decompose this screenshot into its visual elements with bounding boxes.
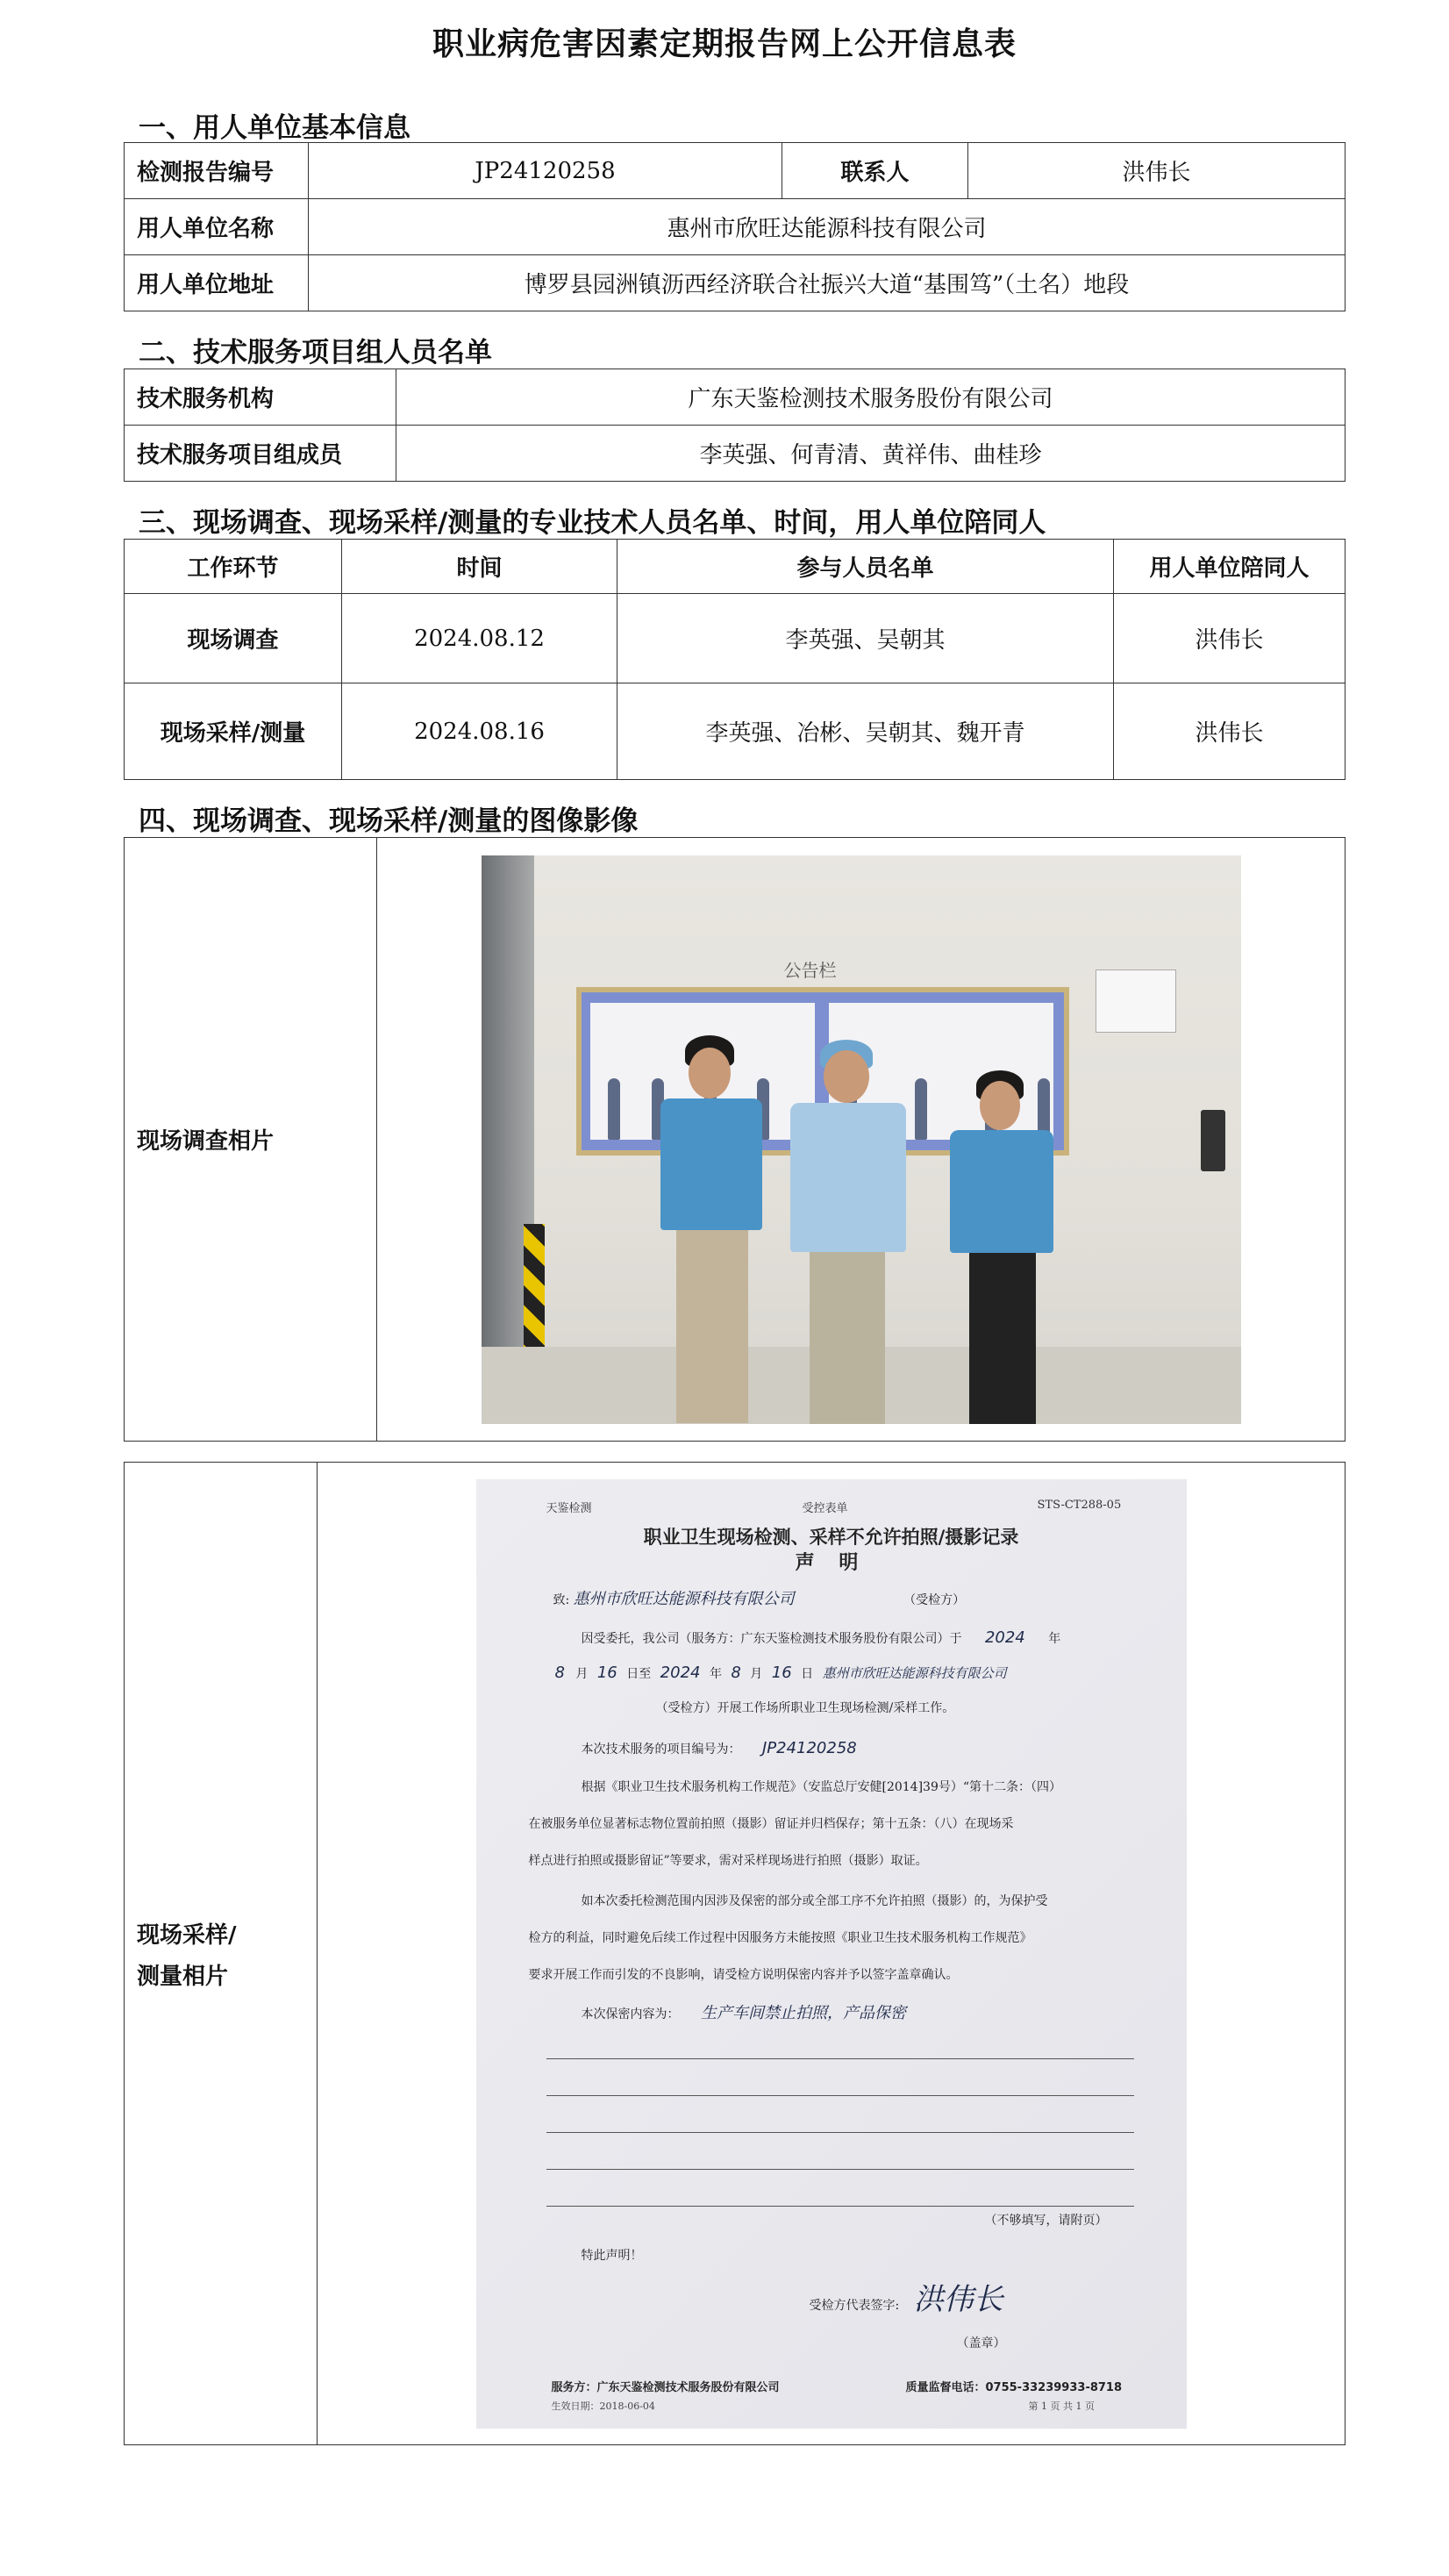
survey-photo [482,855,1241,1424]
contact-value: 洪伟长 [968,143,1346,199]
para-7: 样点进行拍照或摄影留证”等要求，需对采样现场进行拍照（摄影）取证。 [528,1853,928,1868]
sampling-photo-cell [318,1463,1346,2445]
year-2: 2024 [660,1663,701,1682]
doc-header-right: STS-CT288-05 [1037,1498,1122,1512]
statement-photo [476,1479,1187,2429]
survey-photo-label: 现场调查相片 [125,838,377,1442]
sampling-photo-label-line2: 测量相片 [137,1963,229,1990]
day-2: 16 [771,1663,792,1682]
members-label: 技术服务项目组成员 [125,426,396,482]
survey-photo-cell [377,838,1346,1442]
to-suffix: （受检方） [903,1592,966,1607]
month-2: 8 [731,1663,741,1682]
section1-heading: 一、用人单位基本信息 [139,112,410,144]
escort-cell: 洪伟长 [1114,683,1346,780]
statement-subtitle: 声 明 [795,1551,867,1574]
month-1: 8 [554,1663,565,1682]
stage-cell: 现场调查 [125,594,342,683]
company-handwriting: 惠州市欣旺达能源科技有限公司 [822,1664,1007,1681]
doc-header-left: 天鉴检测 [546,1501,592,1515]
seal: （盖章） [956,2336,1006,2351]
section3-heading: 三、现场调查、现场采样/测量的专业技术人员名单、时间，用人单位陪同人 [139,507,1046,539]
header-time: 时间 [342,540,617,594]
participants-cell: 李英强、冶彬、吴朝其、魏开青 [617,683,1114,780]
address-value: 博罗县园洲镇沥西经济联合社振兴大道“基围笃”（土名）地段 [309,255,1346,311]
para-4: 本次技术服务的项目编号为： [581,1742,741,1757]
para-6: 在被服务单位显著标志物位置前拍照（摄影）留证并归档保存；第十五条：（八）在现场采 [528,1816,1014,1831]
footer-date: 生效日期：2018-06-04 [551,2400,655,2412]
table-row [125,594,1346,683]
signature: 洪伟长 [913,2281,1003,2317]
para-5: 根据《职业卫生技术服务机构工作规范》（安监总厅安健[2014]39号）“第十二条：（四） [581,1779,1062,1794]
month-unit-1: 月 [575,1666,589,1681]
survey-photo-table [124,837,1346,1442]
to-word: 日至 [626,1666,652,1681]
para-8: 如本次委托检测范围内因涉及保密的部分或全部工序不允许拍照（摄影）的，为保护受 [581,1893,1048,1908]
notice-board-sign: 公告栏 [783,959,837,981]
tech-service-table [124,369,1346,482]
header-escort: 用人单位陪同人 [1114,540,1346,594]
table-row [125,683,1346,780]
report-no-value: JP24120258 [309,143,782,199]
sampling-photo-label [125,1463,318,2445]
participants-cell: 李英强、吴朝其 [617,594,1114,683]
sampling-photo-table [124,1462,1346,2445]
project-no-handwriting: JP24120258 [761,1738,857,1757]
year-1: 2024 [984,1628,1025,1647]
header-participants: 参与人员名单 [617,540,1114,594]
address-label: 用人单位地址 [125,255,309,311]
members-value: 李英强、何青清、黄祥伟、曲桂珍 [396,426,1346,482]
org-value: 广东天鉴检测技术服务股份有限公司 [396,369,1346,426]
contact-label: 联系人 [782,143,968,199]
to-prefix: 致: [553,1592,570,1607]
statement-title: 职业卫生现场检测、采样不允许拍照/摄影记录 [643,1526,1019,1548]
doc-header-mid: 受控表单 [802,1501,848,1515]
section2-heading: 二、技术服务项目组人员名单 [139,337,492,369]
para-1: 因受委托，我公司（服务方：广东天鉴检测技术服务股份有限公司）于 [581,1631,962,1646]
header-stage: 工作环节 [125,540,342,594]
para-10: 要求开展工作而引发的不良影响，请受检方说明保密内容并予以签字盖章确认。 [528,1967,959,1982]
note: （不够填写，请附页） [984,2213,1108,2228]
year-unit-2: 年 [709,1666,722,1681]
company-label: 用人单位名称 [125,199,309,255]
closing: 特此声明！ [581,2248,643,2263]
day-unit: 日 [801,1666,814,1681]
footer-left: 服务方：广东天鉴检测技术服务股份有限公司 [551,2380,780,2394]
para-11: 本次保密内容为： [581,2007,680,2021]
page-title: 职业病危害因素定期报告网上公开信息表 [432,26,1017,62]
para-9: 检方的利益，同时避免后续工作过程中因服务方未能按照《职业卫生技术服务机构工作规范》 [528,1930,1032,1945]
year-unit: 年 [1048,1631,1061,1646]
escort-cell: 洪伟长 [1114,594,1346,683]
report-no-label: 检测报告编号 [125,143,309,199]
personnel-table [124,539,1346,780]
footer-page: 第 1 页 共 1 页 [1028,2400,1095,2412]
basic-info-table [124,142,1346,311]
footer-right: 质量监督电话：0755-33239933-8718 [905,2380,1123,2394]
day-1: 16 [596,1663,617,1682]
stage-cell: 现场采样/测量 [125,683,342,780]
time-cell: 2024.08.12 [342,594,617,683]
month-unit-2: 月 [750,1666,763,1681]
para-3: （受检方）开展工作场所职业卫生现场检测/采样工作。 [655,1700,955,1715]
sign-label: 受检方代表签字: [809,2298,900,2313]
section4-heading: 四、现场调查、现场采样/测量的图像影像 [139,805,639,837]
company-value: 惠州市欣旺达能源科技有限公司 [309,199,1346,255]
org-label: 技术服务机构 [125,369,396,426]
sampling-photo-label-line1: 现场采样/ [137,1921,237,1949]
to-handwriting: 惠州市欣旺达能源科技有限公司 [573,1589,795,1608]
time-cell: 2024.08.16 [342,683,617,780]
secret-content-handwriting: 生产车间禁止拍照，产品保密 [700,2003,906,2022]
